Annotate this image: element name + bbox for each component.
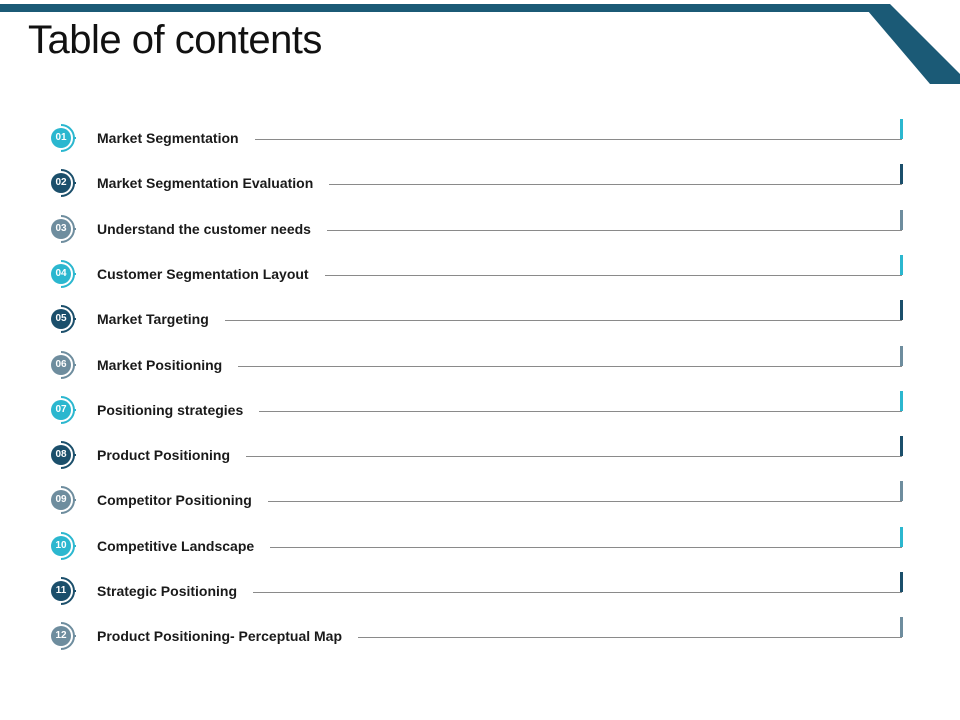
toc-item-label: Market Targeting — [97, 311, 209, 327]
toc-item[interactable] — [0, 440, 960, 470]
toc-item-badge — [46, 214, 78, 244]
toc-leader-line — [246, 456, 902, 457]
toc-item-number: 10 — [51, 536, 71, 556]
toc-end-tick — [900, 255, 903, 275]
toc-item-number: 08 — [51, 445, 71, 465]
toc-item-number: 01 — [51, 128, 71, 148]
toc-leader-line — [253, 592, 902, 593]
toc-item-number: 09 — [51, 490, 71, 510]
toc-item-badge — [46, 259, 78, 289]
toc-item[interactable] — [0, 576, 960, 606]
toc-item-label: Market Positioning — [97, 357, 223, 373]
toc-item-label: Product Positioning- Perceptual Map — [97, 628, 343, 644]
toc-item[interactable] — [0, 168, 960, 198]
toc-leader-line — [327, 230, 902, 231]
page-title: Table of contents — [28, 18, 322, 62]
toc-end-tick — [900, 346, 903, 366]
toc-end-tick — [900, 436, 903, 456]
toc-item-label: Competitive Landscape — [97, 538, 255, 554]
toc-end-tick — [900, 481, 903, 501]
toc-item-badge — [46, 531, 78, 561]
toc-end-tick — [900, 164, 903, 184]
toc-item-number: 02 — [51, 173, 71, 193]
toc-item[interactable] — [0, 123, 960, 153]
toc-item-number: 12 — [51, 626, 71, 646]
toc-item-badge — [46, 168, 78, 198]
toc-end-tick — [900, 119, 903, 139]
toc-item-label: Product Positioning — [97, 447, 230, 463]
toc-end-tick — [900, 210, 903, 230]
toc-item-number: 05 — [51, 309, 71, 329]
toc-item-number: 11 — [51, 581, 71, 601]
toc-item-label: Understand the customer needs — [97, 221, 311, 237]
toc-item-label: Positioning strategies — [97, 402, 244, 418]
toc-leader-line — [268, 501, 902, 502]
toc-end-tick — [900, 572, 903, 592]
toc-item[interactable] — [0, 214, 960, 244]
toc-leader-line — [255, 139, 902, 140]
toc-item-label: Competitor Positioning — [97, 492, 252, 508]
toc-leader-line — [358, 637, 902, 638]
toc-item-number: 04 — [51, 264, 71, 284]
toc-end-tick — [900, 391, 903, 411]
toc-end-tick — [900, 617, 903, 637]
toc-leader-line — [225, 320, 902, 321]
toc-item[interactable] — [0, 259, 960, 289]
toc-item[interactable] — [0, 350, 960, 380]
toc-leader-line — [259, 411, 902, 412]
toc-item-number: 06 — [51, 355, 71, 375]
toc-item[interactable] — [0, 621, 960, 651]
toc-end-tick — [900, 300, 903, 320]
toc-item-label: Market Segmentation Evaluation — [97, 175, 314, 191]
toc-item-badge — [46, 304, 78, 334]
toc-item-badge — [46, 576, 78, 606]
toc-item-badge — [46, 123, 78, 153]
toc-item-label: Market Segmentation — [97, 130, 239, 146]
toc-item-badge — [46, 621, 78, 651]
toc-leader-line — [325, 275, 902, 276]
toc-item[interactable] — [0, 395, 960, 425]
toc-item-badge — [46, 440, 78, 470]
toc-end-tick — [900, 527, 903, 547]
toc-item[interactable] — [0, 485, 960, 515]
toc-item-badge — [46, 485, 78, 515]
toc-item-badge — [46, 395, 78, 425]
toc-leader-line — [270, 547, 902, 548]
toc-leader-line — [329, 184, 902, 185]
toc-item-badge — [46, 350, 78, 380]
toc-item-number: 07 — [51, 400, 71, 420]
toc-item[interactable] — [0, 304, 960, 334]
toc-item[interactable] — [0, 531, 960, 561]
toc-item-label: Strategic Positioning — [97, 583, 238, 599]
toc-item-number: 03 — [51, 219, 71, 239]
toc-leader-line — [238, 366, 902, 367]
toc-item-label: Customer Segmentation Layout — [97, 266, 309, 282]
